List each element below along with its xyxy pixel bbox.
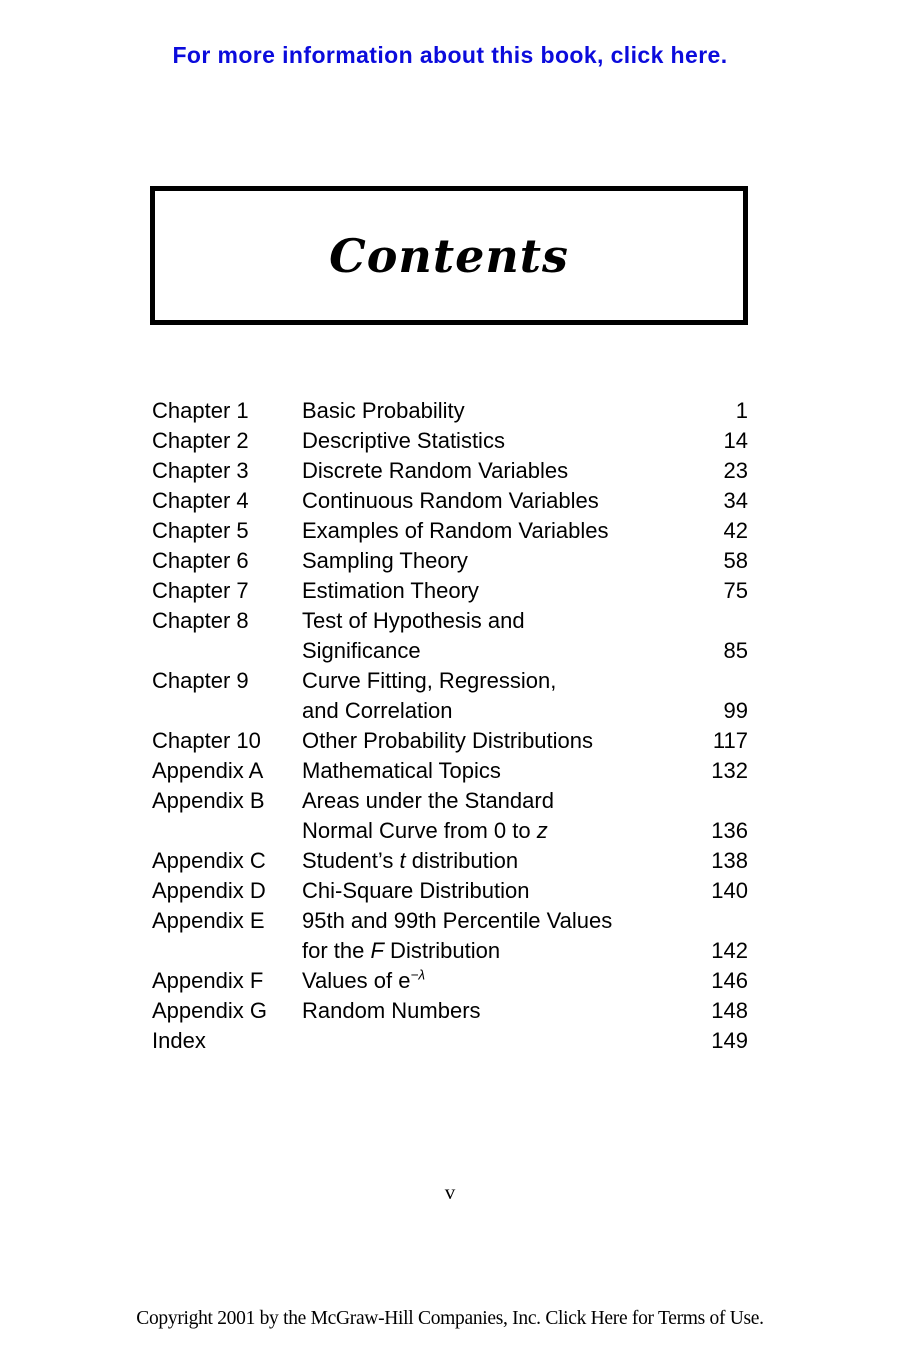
toc-entry [152,606,748,666]
toc-entry-title: Curve Fitting, Regression, and Correlation [302,668,557,723]
toc-entry-page: 1 [735,398,748,423]
toc-entry-label: Chapter 4 [152,488,249,513]
toc-entry [152,1026,748,1056]
toc-entry [152,756,748,786]
toc-entry-label: Appendix A [152,758,264,783]
toc-entry [152,966,748,996]
copyright-line [0,1308,900,1330]
toc-entry-title: Descriptive Statistics [302,428,505,453]
toc-entry-title: Estimation Theory [302,578,479,603]
toc-entry-title: Areas under the Standard Normal Curve from 0 to z [302,788,554,843]
toc-entry-page: 42 [723,518,748,543]
toc-entry-label: Appendix D [152,878,266,903]
toc-entry-title: Sampling Theory [302,548,468,573]
toc-entry-page: 34 [723,488,748,513]
toc-entry [152,996,748,1026]
toc-entry-label: Appendix F [152,968,264,993]
toc-entry [152,846,748,876]
toc-entry-page: 99 [723,698,748,723]
toc-entry-title: Student’s t distribution [302,848,519,873]
toc-entry-page: 14 [723,428,748,453]
terms-of-use-link[interactable]: Click Here for Terms of Use. [545,1308,764,1329]
toc-entry-title: Test of Hypothesis and Significance [302,608,525,663]
page-title: Contents [329,228,569,283]
more-info-link[interactable]: For more information about this book, click here. [172,42,728,68]
toc-entry-title: Continuous Random Variables [302,488,599,513]
top-link-bar [0,42,900,69]
toc-entry-title: Values of $e^{-\lambda}$ [302,967,426,993]
toc-entry-page: 75 [723,578,748,603]
contents-title-box [150,186,748,325]
toc-entry-page: 23 [723,458,748,483]
toc-entry-page: 149 [711,1028,748,1053]
toc-entry [152,726,748,756]
toc-entry-label: Appendix G [152,998,267,1023]
toc-entry-page: 58 [723,548,748,573]
toc-entry [152,456,748,486]
toc-entry [152,786,748,846]
folio-bar [0,1180,900,1205]
toc-entry [152,906,748,966]
toc-entry-label: Index [152,1028,206,1053]
toc-entry-title: Basic Probability [302,398,465,423]
toc-entry-label: Chapter 5 [152,518,249,543]
toc-entry [152,486,748,516]
toc-entry-title: Mathematical Topics [302,758,501,783]
toc-entry-page: 148 [711,998,748,1023]
toc-entry-page: 117 [712,728,748,753]
toc-entry-title: Other Probability Distributions [302,728,594,753]
toc-entry-label: Chapter 6 [152,548,249,573]
toc-entry [152,576,748,606]
toc-entry [152,426,748,456]
toc-entry-page: 85 [723,638,748,663]
toc-entry-label: Chapter 8 [152,608,249,633]
toc-entry-title: Examples of Random Variables [302,518,609,543]
toc-entry-label: Chapter 1 [152,398,249,423]
toc-entry-page: 138 [711,848,748,873]
toc-entry-label: Chapter 3 [152,458,249,483]
toc-entry-label: Chapter 9 [152,668,249,693]
toc-entry-page: 146 [711,968,748,993]
toc-entry-page: 140 [711,878,748,903]
toc-entry [152,516,748,546]
toc-entry-label: Chapter 7 [152,578,249,603]
toc-entry [152,876,748,906]
copyright-text: Copyright 2001 by the McGraw-Hill Companies, Inc. [136,1308,546,1329]
toc-entry-title: Chi-Square Distribution [302,878,530,903]
toc-entry-page: 132 [711,758,748,783]
toc-entry-page: 136 [711,818,748,843]
toc-entry-label: Chapter 2 [152,428,249,453]
toc-entry-title: Discrete Random Variables [302,458,569,483]
page-number: v [444,1180,456,1204]
toc-entry-label: Appendix B [152,788,265,813]
toc-entry-title [302,1026,688,1056]
toc-entry-page: 142 [711,938,748,963]
toc-entry [152,546,748,576]
toc-entry [152,396,748,426]
toc-entry-label: Appendix C [152,848,266,873]
toc-entry-label: Appendix E [152,908,265,933]
toc-list [152,396,748,1056]
toc-entry-title: Random Numbers [302,998,481,1023]
toc-entry-title: 95th and 99th Percentile Values for the F Distribution [302,908,613,963]
toc-entry-label: Chapter 10 [152,728,261,753]
toc-entry [152,666,748,726]
